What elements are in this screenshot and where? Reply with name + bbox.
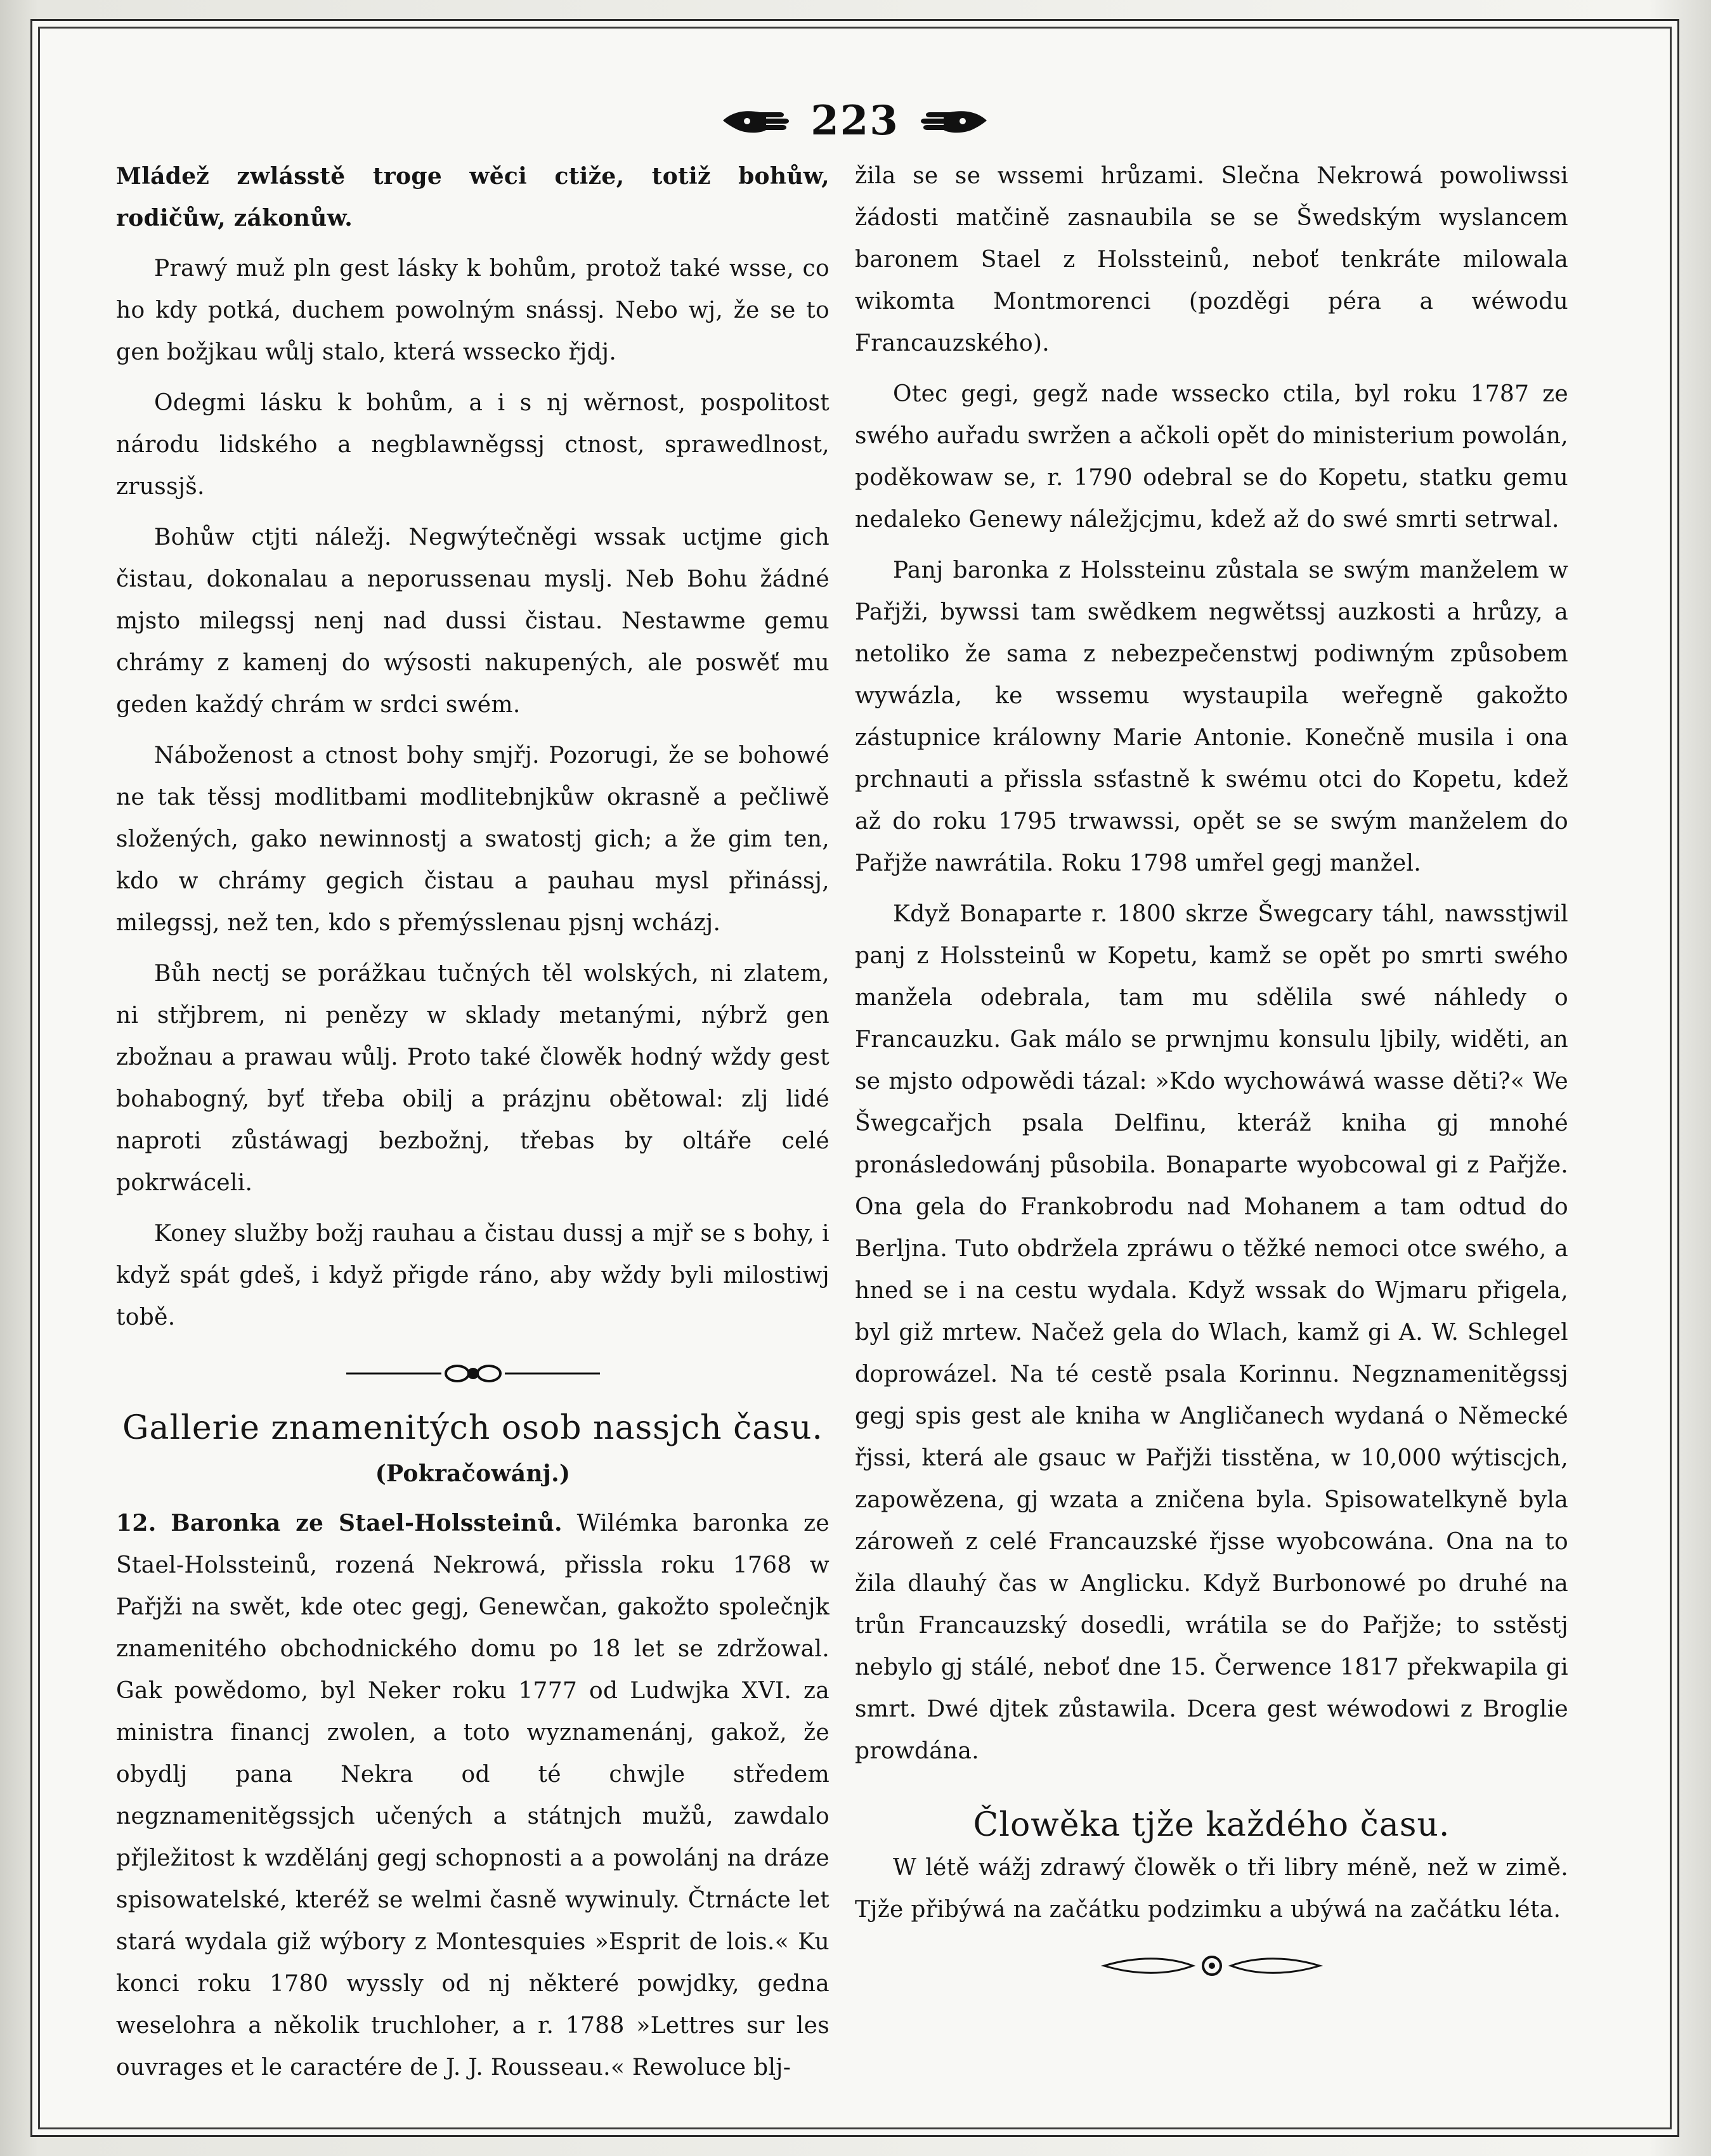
article-paragraph [116, 1502, 829, 2089]
pointing-hand-left-icon [722, 103, 791, 138]
right-column [855, 155, 1568, 1998]
left-column [116, 155, 829, 2098]
ornament-end-icon [1098, 1950, 1326, 1982]
page-number: 223 [810, 96, 899, 145]
article-number: 12. [116, 1510, 157, 1536]
section-title: Gallerie znamenitých osob nassjch času. [122, 1409, 823, 1447]
paragraph: Náboženost a ctnost bohy smjřj. Pozorugi, že se bohowé ne tak těssj modlitbami modlitebnjkůw okrasně a pečliwě složených, gako newinnostj a swatostj gich; a že gim ten, kdo w chrámy gegich čistau a pauhau mysl přinássj, milegssj, než ten, kdo s přemýsslenau pjsnj wcházj. [116, 743, 829, 936]
paragraph: Bůh nectj se porážkau tučných těl wolských, ni zlatem, ni střjbrem, ni penězy w sklady metanými, nýbrž gen zbožnau a prawau wůlj. Proto také člowěk hodný wždy gest bohabogný, byť třeba obilj a prázjnu obětowal: zlj lidé naproti zůstáwagj bezbožnj, třebas by oltáře celé pokrwáceli. [116, 961, 829, 1196]
paragraph: W létě wážj zdrawý člowěk o tři libry méně, než w zimě. Tjže přibýwá na začátku podzimku a ubýwá na začátku léta. [855, 1855, 1568, 1923]
pointing-hand-right-icon [918, 103, 988, 138]
section-title: Člowěka tjže každého času. [973, 1806, 1450, 1844]
paragraph: Bohůw ctjti náležj. Negwýtečněgi wssak uctjme gich čistau, dokonalau a neporussenau myslj. Neb Bohu žádné mjsto milegssj nenj nad dussi čistau. Nestawme gemu chrámy z kamenj do wýsosti nakupených, ale poswěť mu geden každý chrám w srdci swém. [116, 524, 829, 718]
paragraph: Panj baronka z Holssteinu zůstala se swým manželem w Pařjži, bywssi tam swědkem negwětssj auzkosti a hrůzy, a netoliko že sama z nebezpečenstwj podiwným způsobem wywázla, ke wssemu wystaupila weřegně gakožto zástupnice králowny Marie Antonie. Konečně musila i ona prchnauti a přissla ssťastně k swému otci do Kopetu, kdež až do roku 1795 trwawssi, opět se se swým manželem do Pařjže nawrátila. Roku 1798 umřel gegj manžel. [855, 557, 1568, 876]
paragraph: Mládež zwlásstě troge wěci ctiže, totiž bohůw, rodičůw, zákonůw. [116, 163, 829, 231]
paragraph: Koney služby božj rauhau a čistau dussj a mjř se s bohy, i když spát gdeš, i když přigde ráno, aby wždy byli milostiwj tobě. [116, 1221, 829, 1330]
paragraph: Prawý muž pln gest lásky k bohům, protož také wsse, co ho kdy potká, duchem powolným snássj. Nebo wj, že se to gen božjkau wůlj stalo, která wssecko řjdj. [116, 256, 829, 365]
ornament-divider-icon [340, 1358, 606, 1389]
section-subtitle: (Pokračowánj.) [375, 1460, 571, 1487]
paragraph: Odegmi lásku k bohům, a i s nj wěrnost, pospolitost národu lidského a negblawněgssj ctnost, sprawedlnost, zrussjš. [116, 390, 829, 500]
paragraph: žila se se wssemi hrůzami. Slečna Nekrowá powoliwssi žádosti matčině zasnaubila se se Šwedským wyslancem baronem Stael z Holssteinů, neboť tenkráte milowala wikomta Montmorenci (pozděgi péra a wéwodu Francauzského). [855, 163, 1568, 356]
page-header [30, 82, 1679, 159]
paragraph: Otec gegi, gegž nade wssecko ctila, byl roku 1787 ze swého auřadu swržen a ačkoli opět do ministerium powolán, poděkowaw se, r. 1790 odebral se do Kopetu, statku gemu nedaleko Genewy náležjcjmu, kdež až do swé smrti setrwal. [855, 381, 1568, 533]
document-page [30, 19, 1679, 2137]
article-heading: Baronka ze Stael-Holssteinů. [171, 1510, 563, 1536]
article-text: Wilémka baronka ze Stael-Holssteinů, rozená Nekrowá, přissla roku 1768 w Pařjži na swět, kde otec gegj, Genewčan, gakožto společnjk znamenitého obchodnického domu po 18 let se zdržowal. Gak powědomo, byl Neker roku 1777 od Ludwjka XVI. za ministra financj zwolen, a toto wyznamenánj, gakož, že obydlj pana Nekra od té chwjle středem negznamenitěgssjch učených a státnjch mužů, zawdalo přjležitost k wzdělánj gegj schopnosti a a powolánj na dráze spisowatelské, kteréž se welmi časně wywinuly. Čtrnácte let stará wydala giž wýbory z Montesquies »Esprit de lois.« Ku konci roku 1780 wyssly od nj některé powjdky, gedna weselohra a několik truchloher, a r. 1788 »Lettres sur les ouvrages et le caractére de J. J. Rousseau.« Rewoluce blj- [116, 1510, 829, 2081]
paragraph: Když Bonaparte r. 1800 skrze Šwegcary táhl, nawsstjwil panj z Holssteinů w Kopetu, kamž se opět po smrti swého manžela odebrala, tam mu sdělila swé náhledy o Francauzku. Gak málo se prwnjmu konsulu ljbily, widěti, an se mjsto odpowědi tázal: »Kdo wychowáwá wasse děti?« We Šwegcařjch psala Delfinu, kteráž kniha gj mnohé pronásledowánj působila. Bonaparte wyobcowal gi z Pařjže. Ona gela do Frankobrodu nad Mohanem a tam odtud do Berljna. Tuto obdržela zpráwu o těžké nemoci otce swého, a hned se i na cestu wydala. Když wssak do Wjmaru přigela, byl giž mrtew. Načež gela do Wlach, kamž gi A. W. Schlegel doprowázel. Na té cestě psala Korinnu. Negznamenitěgssj gegj spis gest ale kniha w Angličanech wydaná o Německé řjssi, která ale gsauc w Pařjži tisstěna, w 10,000 wýtiscjch, zapowězena, gj wzata a zničena byla. Spisowatelkyně byla zároweň z celé Francauzské řjsse wyobcowána. Ona na to žila dlauhý čas w Anglicku. Když Burbonowé po druhé na trůn Francauzský dosedli, wrátila se do Pařjže; to sstěstj nebylo gj stálé, neboť dne 15. Čerwence 1817 překwapila gi smrt. Dwé djtek zůstawila. Dcera gest wéwodowi z Broglie prowdána. [855, 901, 1568, 1764]
